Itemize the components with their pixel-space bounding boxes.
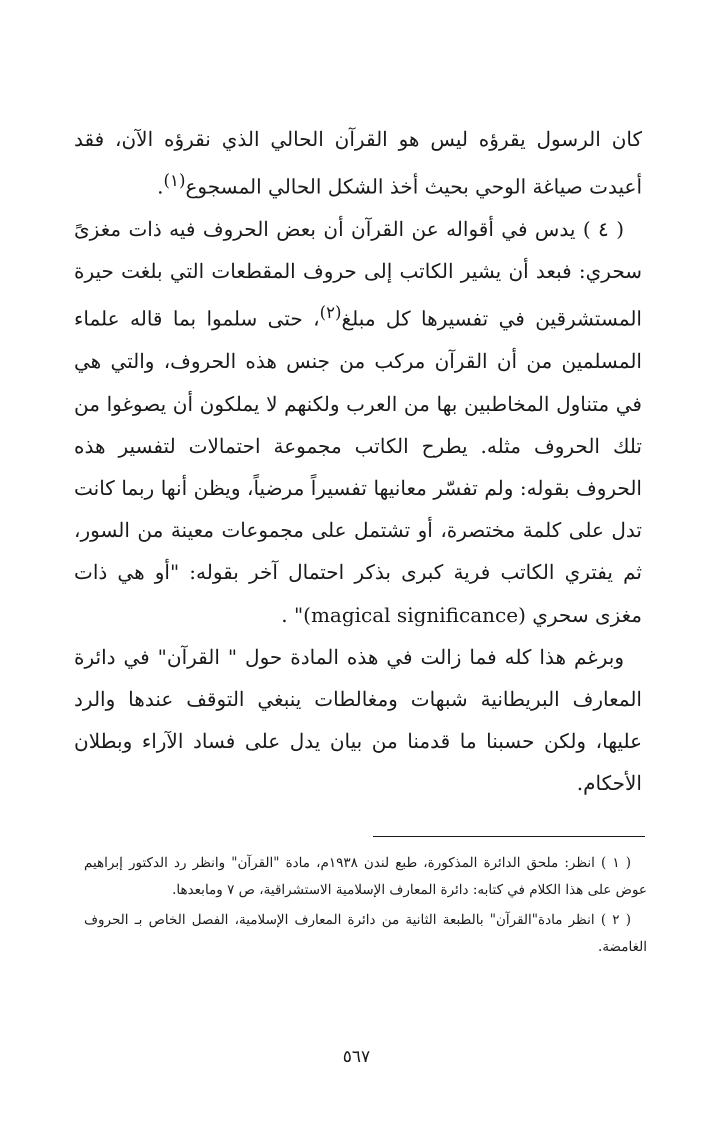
latin-term: magical significance: [310, 602, 519, 627]
footnote-separator: [373, 836, 645, 837]
text-run: ، حتى سلموا بما قاله علماء المسلمين من أن القرآن مركب من جنس هذه الحروف، والتي هي في متناول المخاطبين بها من العرب ولكنهم لا يملكون أن يصوغوا من تلك الحروف مثله. يطرح الكاتب مجموعة احتمالات لتفسير هذه الحروف بقوله: ولم تفسّر معانيها تفسيراً مرضياً، ويظن أنها ربما كانت تدل على كلمة مختصرة، أو تشتمل على مجموعات معينة من السور، ثم يفتري الكاتب فرية كبرى بذكر احتمال آخر بقوله: "أو هي ذات مغزى سحري (: [74, 307, 642, 627]
text-run: .: [157, 174, 164, 199]
paragraph: [74, 118, 642, 208]
text-run: )" .: [281, 602, 311, 627]
footnote-ref: (٢): [319, 303, 342, 323]
page-number: ٥٦٧: [342, 1047, 371, 1067]
footnote: ( ١ ) انظر: ملحق الدائرة المذكورة، طبع لندن ١٩٣٨م، مادة "القرآن" وانظر رد الدكتور إبراهيم عوض على هذا الكلام في كتابه: دائرة المعارف الإسلامية الاستشراقية، ص ٧ ومابعدها.: [84, 855, 647, 898]
paragraph: [74, 208, 642, 636]
footnote-ref: (١): [163, 171, 186, 191]
footnote: ( ٢ ) انظر مادة"القرآن" بالطبعة الثانية من دائرة المعارف الإسلامية، الفصل الخاص بـ الحروف الغامضة.: [84, 912, 647, 955]
text-run: وبرغم هذا كله فما زالت في هذه المادة حول " القرآن" في دائرة المعارف البريطانية شبهات ومغالطات ينبغي التوقف عندها والرد عليها، ولكن حسبنا ما قدمنا من بيان يدل على فساد الآراء وبطلان الأحكام.: [74, 644, 642, 796]
text-run: ( ٤ ) يدس في أقواله عن القرآن أن بعض الحروف فيه ذات مغزىً سحري: فبعد أن يشير الكاتب إلى حروف المقطعات التي بلغت حيرة المستشرقين في تفسيرها كل مبلغ: [74, 217, 642, 332]
paragraph: [74, 636, 642, 805]
text-run: كان الرسول يقرؤه ليس هو القرآن الحالي الذي نقرؤه الآن، فقد أعيدت صياغة الوحي بحيث أخذ الشكل الحالي المسجوع: [74, 127, 642, 199]
footnotes: [84, 850, 647, 964]
main-text: [74, 118, 642, 805]
